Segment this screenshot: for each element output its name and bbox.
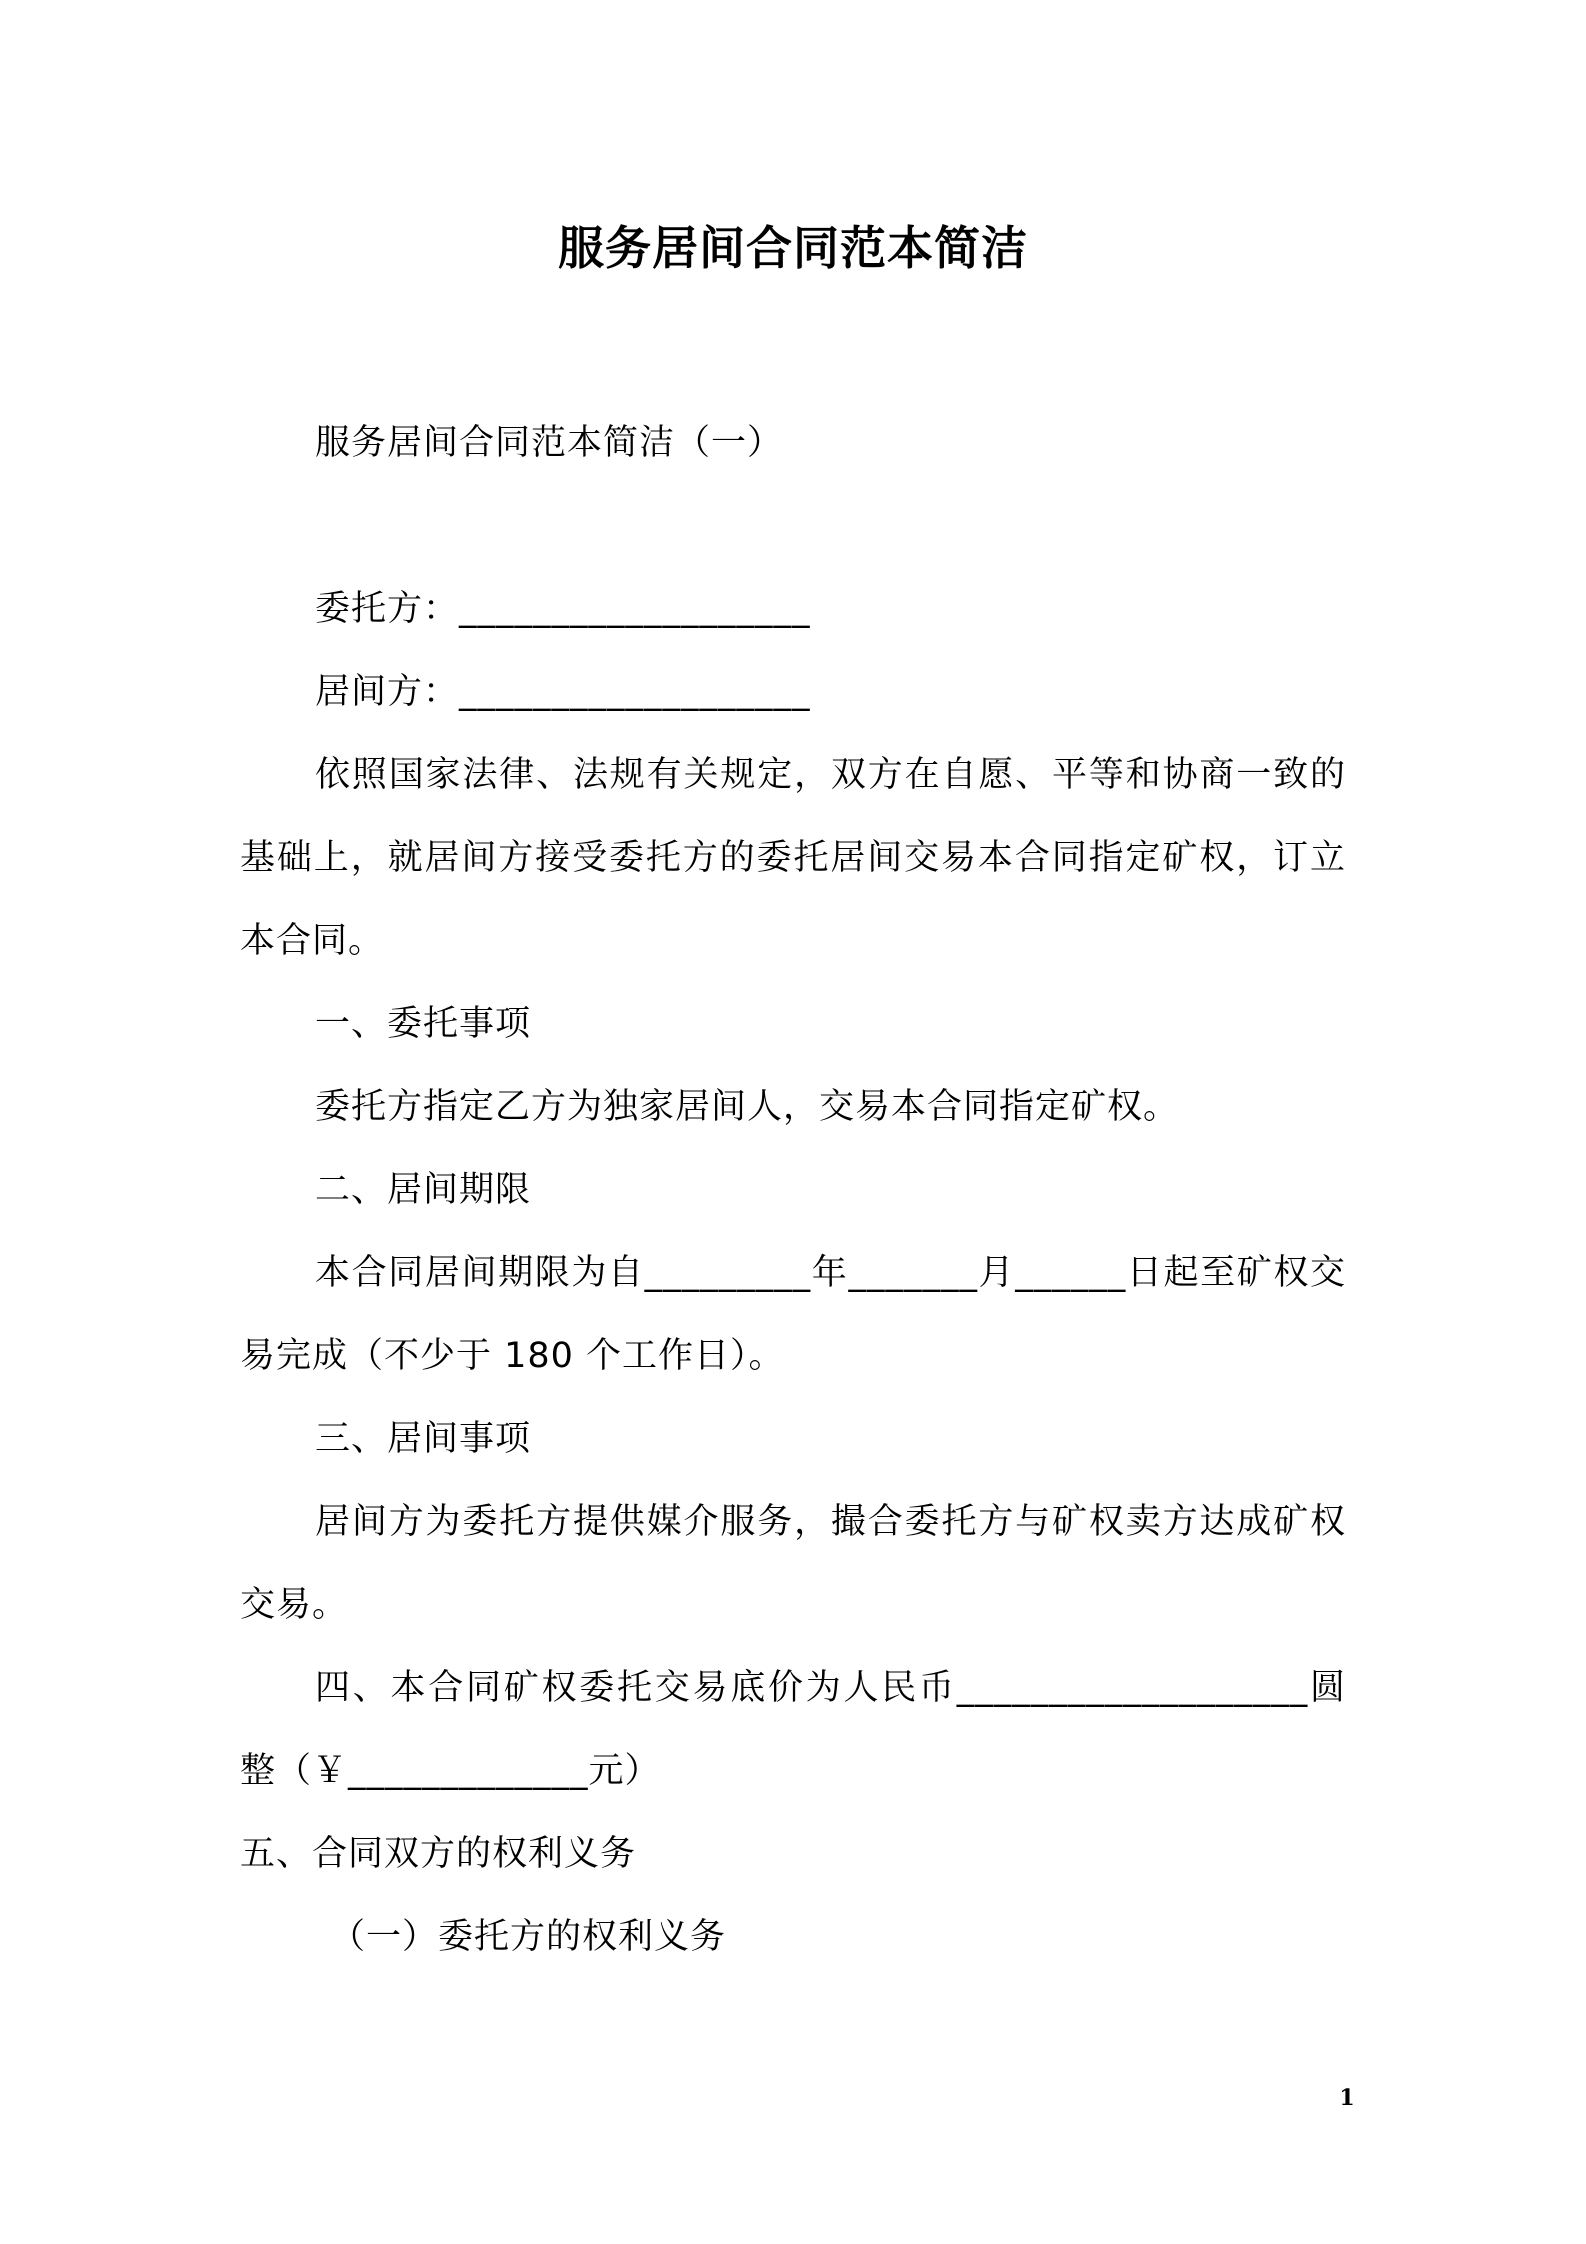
section-heading-2: 二、居间期限 (315, 1170, 532, 1210)
party-broker-line: 居间方：___________________ (315, 672, 811, 712)
spacer (240, 485, 1346, 568)
preamble-paragraph: 依照国家法律、法规有关规定，双方在自愿、平等和协商一致的基础上，就居间方接受委托方的委托居间交易本合同指定矿权，订立本合同。 (240, 755, 1346, 961)
document-body (240, 402, 1346, 1979)
section-body-3: 居间方为委托方提供媒介服务，撮合委托方与矿权卖方达成矿权交易。 (240, 1502, 1346, 1625)
section-heading-1: 一、委托事项 (315, 1004, 532, 1044)
document-title: 服务居间合同范本简洁 (558, 221, 1028, 275)
party-client-line: 委托方：___________________ (315, 589, 811, 629)
section-body-1: 委托方指定乙方为独家居间人，交易本合同指定矿权。 (315, 1087, 1180, 1127)
section-heading-5: 五、合同双方的权利义务 (240, 1834, 637, 1874)
section-heading-3: 三、居间事项 (315, 1419, 532, 1459)
subtitle: 服务居间合同范本简洁（一） (315, 423, 784, 463)
section-subheading-5-1: （一）委托方的权利义务 (330, 1917, 727, 1957)
section-body-4: 四、本合同矿权委托交易底价为人民币___________________圆整（￥_____________元） (240, 1668, 1346, 1791)
page-number: 1 (1339, 2085, 1355, 2111)
section-body-2: 本合同居间期限为自_________年_______月______日起至矿权交易完成（不少于 180 个工作日）。 (240, 1253, 1346, 1376)
